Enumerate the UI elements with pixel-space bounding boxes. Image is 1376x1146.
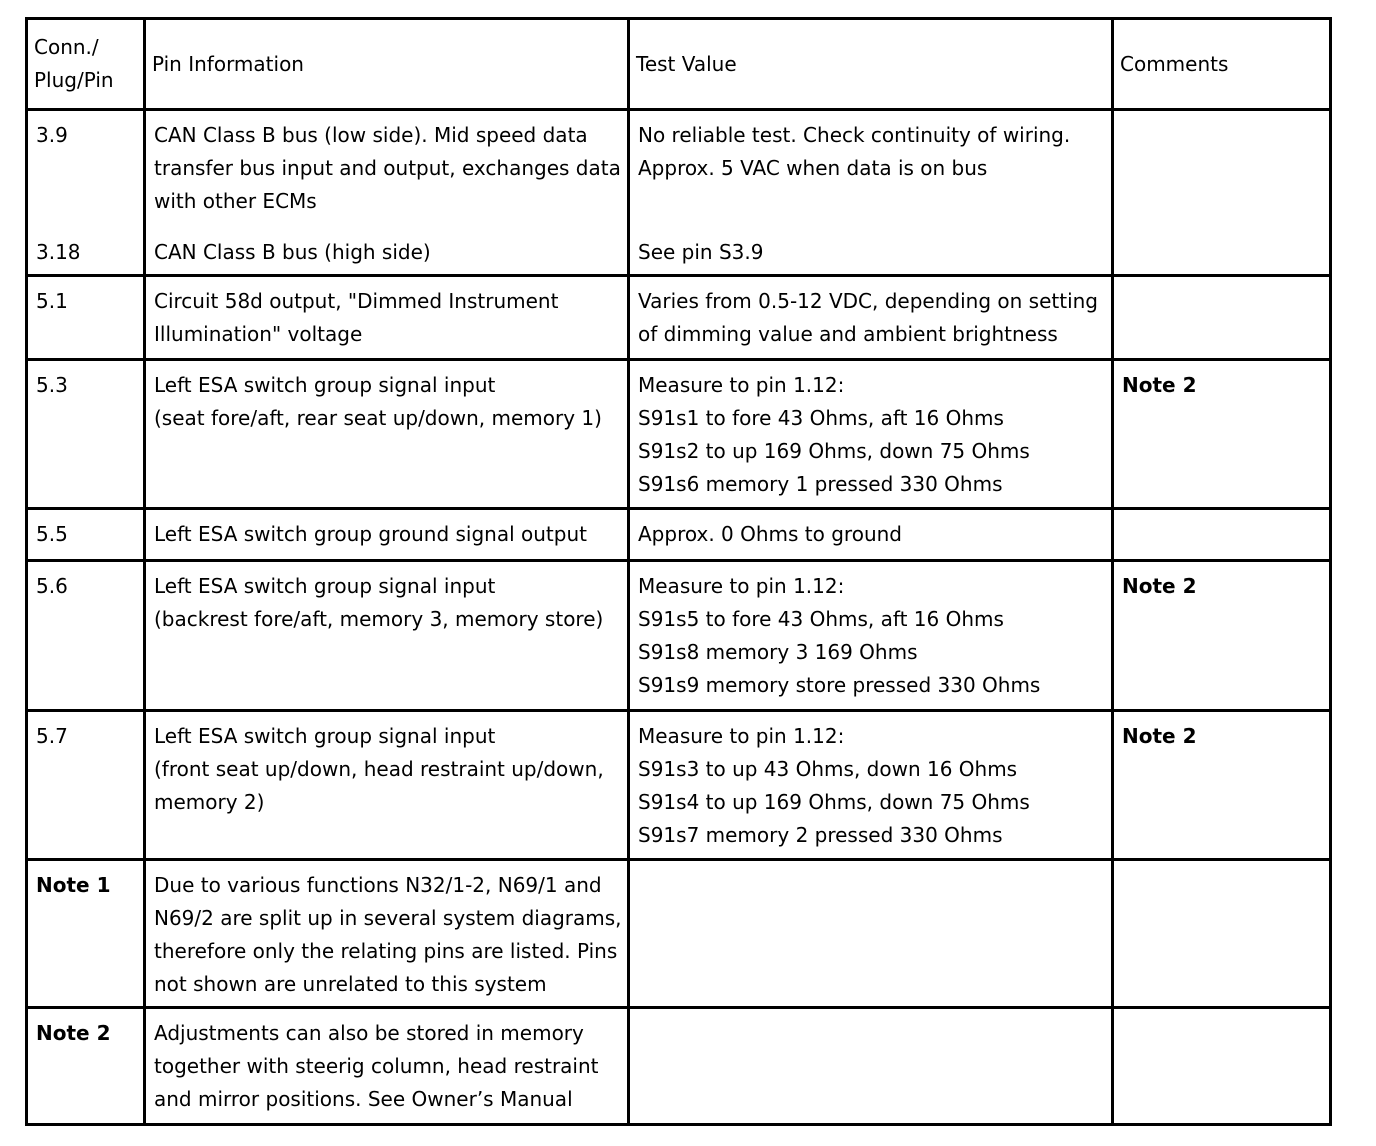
test-value-cell [629,509,1113,561]
note-text-line: together with steerig column, head restraint [154,1054,599,1078]
pin-info-line: Illumination" voltage [154,322,363,346]
pin-info-cell [145,276,629,360]
pin-info-line: transfer bus input and output, exchanges data [154,156,621,180]
test-value-line: S91s3 to up 43 Ohms, down 16 Ohms [638,757,1018,781]
test-value-line: S91s5 to fore 43 Ohms, aft 16 Ohms [638,607,1004,631]
header-conn-line: Conn./ [34,35,99,59]
pin-info-line: (seat fore/aft, rear seat up/down, memory 1) [154,406,602,430]
pin-info-cell [145,509,629,561]
pin-number: 3.18 [36,240,81,264]
pin-info-line: memory 2) [154,790,265,814]
comment-note: Note 2 [1122,724,1197,748]
pin-number: 3.9 [36,123,68,147]
pin-number: 5.5 [36,522,68,546]
pin-cell [27,509,145,561]
comment-cell [1113,561,1331,711]
note-text-line: Adjustments can also be stored in memory [154,1021,584,1045]
comment-cell [1113,276,1331,360]
comment-note: Note 2 [1122,373,1197,397]
pin-info-line: Left ESA switch group signal input [154,574,496,598]
test-value-line: Measure to pin 1.12: [638,574,845,598]
test-value-cell [629,1008,1113,1125]
pin-cell [27,360,145,509]
table-row [27,276,1331,360]
test-value-line: S91s6 memory 1 pressed 330 Ohms [638,472,1003,496]
test-value-cell [629,561,1113,711]
test-value-cell [629,276,1113,360]
header-test-value: Test Value [629,19,1113,110]
test-value-line: S91s1 to fore 43 Ohms, aft 16 Ohms [638,406,1004,430]
test-value-cell [629,860,1113,1008]
pin-info-cell [145,1008,629,1125]
comment-cell [1113,860,1331,1008]
test-value-line: Approx. 0 Ohms to ground [638,522,902,546]
test-value-line: S91s2 to up 169 Ohms, down 75 Ohms [638,439,1030,463]
table-row [27,860,1331,1008]
test-value-line: S91s7 memory 2 pressed 330 Ohms [638,823,1003,847]
pin-number: 5.3 [36,373,68,397]
comment-cell [1113,110,1331,276]
comment-cell [1113,360,1331,509]
test-value-cell [629,711,1113,860]
header-conn-line: Plug/Pin [34,68,114,92]
table-row [27,1008,1331,1125]
header-comments: Comments [1113,19,1331,110]
table-row [27,110,1331,276]
pin-info-line: Left ESA switch group ground signal output [154,522,587,546]
pin-cell [27,561,145,711]
pin-info-line: Left ESA switch group signal input [154,724,496,748]
comment-cell [1113,1008,1331,1125]
test-value-cell [629,110,1113,276]
pin-info-line: Left ESA switch group signal input [154,373,496,397]
pin-info-line: with other ECMs [154,189,317,213]
note-text-line: and mirror positions. See Owner’s Manual [154,1087,573,1111]
test-value-line: S91s9 memory store pressed 330 Ohms [638,673,1041,697]
note-label: Note 2 [36,1021,111,1045]
pin-cell [27,1008,145,1125]
test-value-line: Measure to pin 1.12: [638,373,845,397]
pin-info-cell [145,360,629,509]
test-value-line: S91s8 memory 3 169 Ohms [638,640,918,664]
test-value-line: Measure to pin 1.12: [638,724,845,748]
test-value-line: No reliable test. Check continuity of wiring. [638,123,1071,147]
pin-info-table [25,17,1332,1126]
pin-cell [27,711,145,860]
test-value-line: S91s4 to up 169 Ohms, down 75 Ohms [638,790,1030,814]
pin-info-line: CAN Class B bus (high side) [154,240,431,264]
comment-cell [1113,509,1331,561]
note-text-line: Due to various functions N32/1-2, N69/1 and [154,873,602,897]
comment-note: Note 2 [1122,574,1197,598]
pin-cell [27,110,145,276]
note-label: Note 1 [36,873,111,897]
pin-info-line: CAN Class B bus (low side). Mid speed data [154,123,588,147]
header-row [27,19,1331,110]
note-text-line: not shown are unrelated to this system [154,972,547,996]
table-row [27,509,1331,561]
pin-number: 5.1 [36,289,68,313]
note-text-line: N69/2 are split up in several system diagrams, [154,906,622,930]
comment-cell [1113,711,1331,860]
table-row [27,360,1331,509]
pin-info-cell [145,110,629,276]
test-value-line: See pin S3.9 [638,240,764,264]
table-row [27,561,1331,711]
pin-number: 5.7 [36,724,68,748]
pin-info-line: Circuit 58d output, "Dimmed Instrument [154,289,559,313]
header-conn [27,19,145,110]
pin-info-cell [145,711,629,860]
test-value-line: Varies from 0.5-12 VDC, depending on setting [638,289,1098,313]
note-text-line: therefore only the relating pins are listed. Pins [154,939,618,963]
pin-number: 5.6 [36,574,68,598]
test-value-line: Approx. 5 VAC when data is on bus [638,156,988,180]
test-value-cell [629,360,1113,509]
header-pin-info: Pin Information [145,19,629,110]
pin-info-cell [145,561,629,711]
test-value-line: of dimming value and ambient brightness [638,322,1058,346]
table-row [27,711,1331,860]
pin-cell [27,276,145,360]
pin-info-cell [145,860,629,1008]
pin-cell [27,860,145,1008]
pin-info-line: (backrest fore/aft, memory 3, memory store) [154,607,604,631]
pin-info-line: (front seat up/down, head restraint up/down, [154,757,604,781]
